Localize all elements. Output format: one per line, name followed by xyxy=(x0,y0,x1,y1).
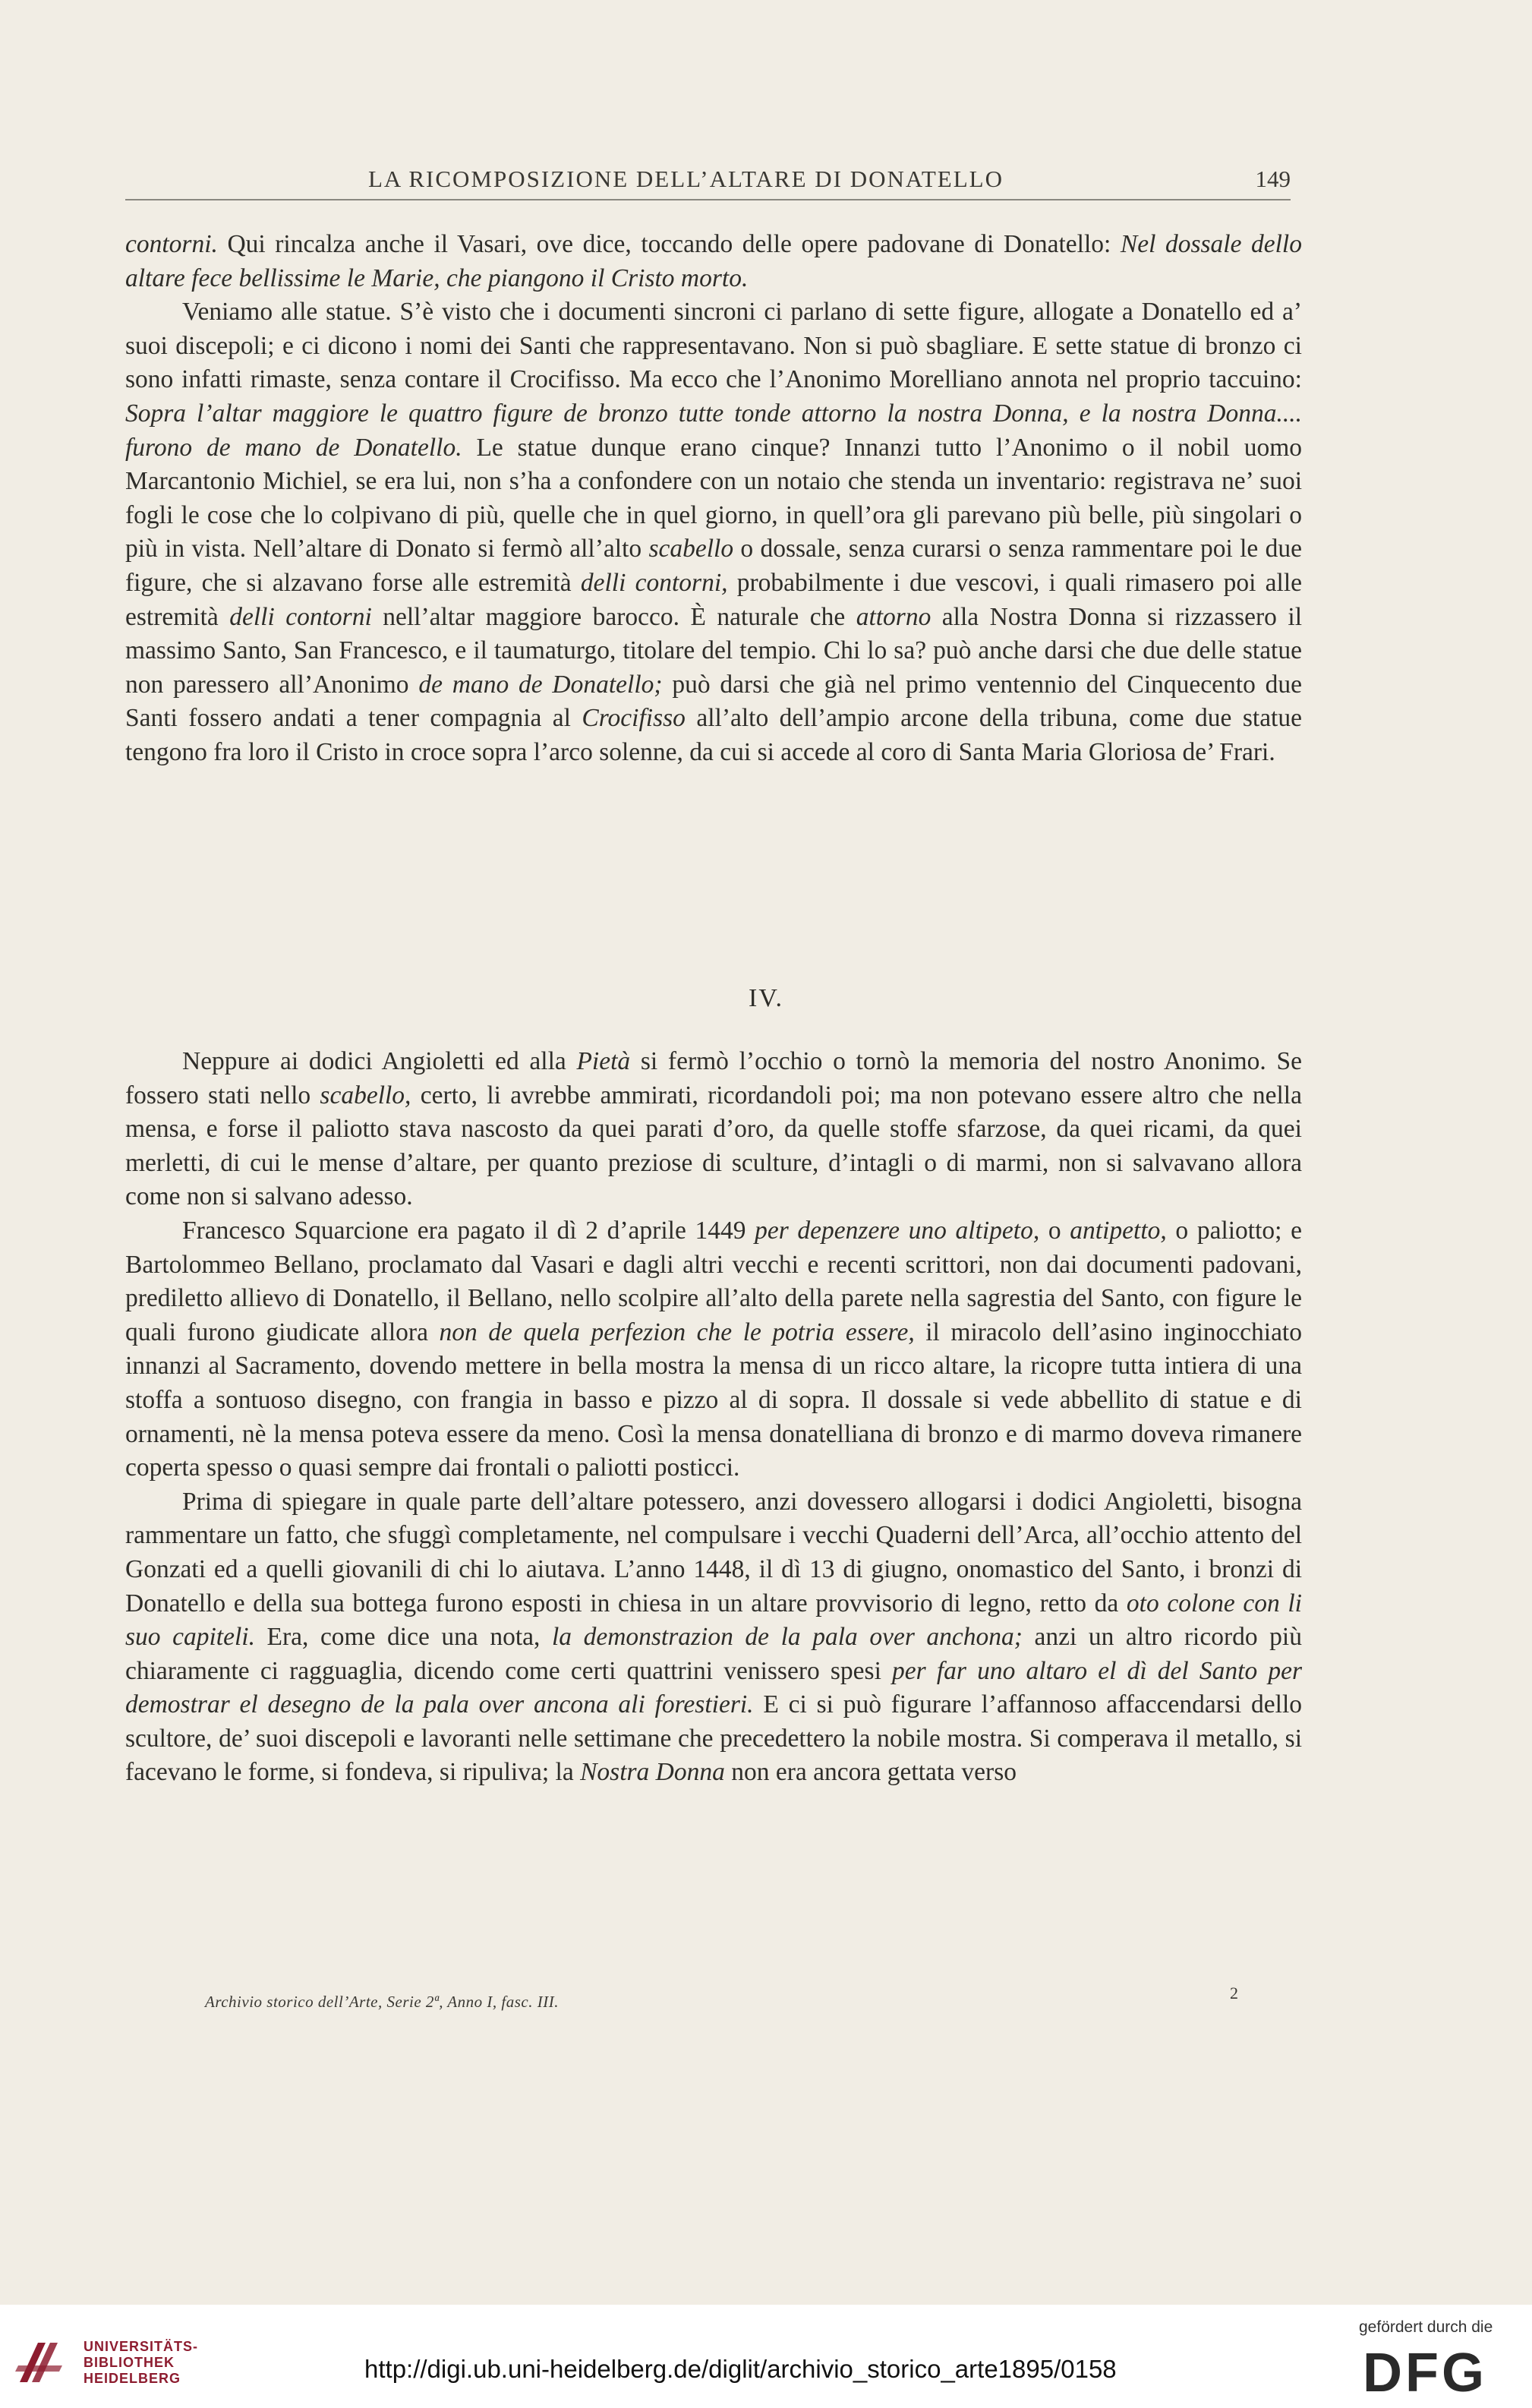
italic-quotation: Nel dossale dello altare fece bellissime le Marie, che piangono il Cristo morto. xyxy=(125,230,1302,292)
paragraph xyxy=(125,1214,1302,1485)
text-run: Prima di spiegare in quale parte dell’altare potessero, anzi dovessero allogarsi i dodici Angioletti, bisogna rammentare un fatto, che sfuggì completamente, nel compulsare i vecchi Quaderni dell’Arca, all’occhio attento del Gonzati ed a quelli giovanili di chi lo aiutava. L’anno 1448, il dì 13 di giugno, onomastico del Santo, i bronzi di Donatello e della sua bottega furono esposti in chiesa in un altare provvisorio di legno, retto da xyxy=(125,1487,1302,1617)
italic-quotation: contorni. xyxy=(125,230,218,258)
text-run: all’alto dell’ampio arcone della tribuna, come due statue tengono fra loro il Cristo in croce sopra l’arco solenne, da cui si accede al coro di Santa Maria Gloriosa de’ Frari. xyxy=(125,704,1302,766)
text-run: o paliotto; e Bartolommeo Bellano, proclamato dal Vasari e dagli altri vecchi e recenti scrittori, non dai documenti padovani, prediletto allievo di Donatello, il Bellano, nello scolpire all’alto della parete nella sagrestia del Santo, con figure le quali furono giudicate allora xyxy=(125,1216,1303,1346)
text-run: può darsi che già nel primo ventennio del Cinquecento due Santi fossero andati a tener compagnia al xyxy=(125,670,1302,733)
section-heading: IV. xyxy=(749,984,783,1012)
italic-quotation: per depenzere uno altipeto, xyxy=(755,1216,1040,1245)
italic-quotation: non de quela perfezion che le potria essere, xyxy=(439,1318,915,1346)
text-run: Qui rincalza anche il Vasari, ove dice, toccando delle opere padovane di Donatello: xyxy=(217,230,1121,258)
paragraph xyxy=(125,1485,1302,1790)
text-run: o xyxy=(1039,1216,1070,1245)
italic-quotation: scabello, xyxy=(320,1081,411,1109)
italic-quotation: oto colone con li suo capiteli. xyxy=(125,1589,1302,1652)
text-run: E ci si può figurare l’affannoso affaccendarsi dello scultore, de’ suoi discepoli e lavoranti nelle settimane che precedettero la nobile mostra. Si comperava il metallo, si facevano le forme, si fondeva, si ripuliva; la xyxy=(125,1690,1303,1787)
italic-quotation: delli contorni xyxy=(229,602,372,631)
page-number: 149 xyxy=(1255,166,1291,192)
signature-mark: 2 xyxy=(1230,1984,1238,2002)
body-text-before-section xyxy=(125,228,1302,770)
italic-quotation: Sopra l’altar maggiore le quattro figure de bronzo tutte tonde attorno la nostra Donna, e la nostra Donna.... furono de mano de Donatello. xyxy=(125,399,1302,462)
paragraph xyxy=(125,295,1302,769)
italic-quotation: per far uno altaro el dì del Santo per demostrar el desegno de la pala over ancona ali forestieri. xyxy=(125,1656,1302,1719)
university-name-line: HEIDELBERG xyxy=(84,2371,181,2386)
text-run: Le statue dunque erano cinque? Innanzi tutto l’Anonimo o il nobil uomo Marcantonio Michiel, se era lui, non s’ha a confondere con un notaio che stenda un inventario: registrava ne’ suoi fogli le cose che lo colpivano di più, quelle che in quel giorno, in quell’ora gli parevano più belle, più singolari o più in vista. Nell’altare di Donato si fermò all’alto xyxy=(125,433,1302,563)
text-run: nell’altar maggiore barocco. È naturale che xyxy=(371,602,856,631)
italic-quotation: de mano de Donatello; xyxy=(418,670,663,699)
text-run: si fermò l’occhio o tornò la memoria del nostro Anonimo. Se fossero stati nello xyxy=(125,1047,1303,1109)
italic-quotation: Pietà xyxy=(576,1047,631,1075)
paragraph xyxy=(125,228,1302,295)
dfg-logo-icon xyxy=(1363,2344,1515,2397)
running-title: LA RICOMPOSIZIONE DELL’ALTARE DI DONATELLO xyxy=(368,166,1004,192)
italic-quotation: attorno xyxy=(856,602,931,631)
text-run: o dossale, senza curarsi o senza rammentare poi le due figure, che si alzavano forse alle estremità xyxy=(125,535,1302,597)
university-name xyxy=(84,2339,198,2387)
funded-by-label: gefördert durch die xyxy=(1359,2318,1493,2336)
italic-quotation: Crocifisso xyxy=(582,704,686,733)
text-run: anzi un altro ricordo più chiaramente ci ragguaglia, dicendo come certi quattrini venissero spesi xyxy=(125,1623,1302,1685)
permalink-url[interactable]: http://digi.ub.uni-heidelberg.de/diglit/archivio_storico_arte1895/0158 xyxy=(364,2355,1117,2383)
body-text-after-section xyxy=(125,1045,1302,1790)
italic-quotation: Nostra Donna xyxy=(580,1758,725,1787)
text-run: probabilmente i due vescovi, i quali rimasero poi alle estremità xyxy=(125,568,1303,631)
text-run: certo, li avrebbe ammirati, ricordandoli poi; ma non potevano essere altro che nella mensa, e forse il paliotto stava nascosto da quei parati d’oro, da quelle stoffe sfarzose, da quei ricami, da quei merletti, di cui le mense d’altare, per quanto preziose di sculture, d’intagli o di marmi, non si salvavano allora come non si salvano adesso. xyxy=(125,1081,1302,1211)
university-name-line: BIBLIOTHEK xyxy=(84,2355,175,2370)
text-run: Francesco Squarcione era pagato il dì 2 d’aprile 1449 xyxy=(182,1216,755,1245)
text-run: non era ancora gettata verso xyxy=(724,1758,1017,1787)
text-run: alla Nostra Donna si rizzassero il massimo Santo, San Francesco, e il taumaturgo, titolare del tempio. Chi lo sa? può anche darsi che due delle statue non paressero all’Anonimo xyxy=(125,602,1303,699)
text-run: Neppure ai dodici Angioletti ed alla xyxy=(182,1047,577,1075)
university-logo-icon xyxy=(15,2337,67,2388)
running-head xyxy=(125,161,1291,200)
library-bar xyxy=(0,2305,1532,2408)
dfg-logo-text: DFG xyxy=(1363,2344,1487,2397)
italic-quotation: delli contorni, xyxy=(580,568,728,597)
italic-quotation: scabello xyxy=(648,535,734,563)
text-run: Veniamo alle statue. S’è visto che i documenti sincroni ci parlano di sette figure, allogate a Donatello ed a’ suoi discepoli; e ci dicono i nomi dei Santi che rappresentavano. Non si può sbagliare. E sette statue di bronzo ci sono infatti rimaste, senza contare il Crocifisso. Ma ecco che l’Anonimo Morelliano annota nel proprio taccuino: xyxy=(125,298,1302,394)
italic-quotation: la demonstrazion de la pala over anchona; xyxy=(551,1623,1023,1652)
text-run: Era, come dice una nota, xyxy=(254,1623,552,1652)
university-name-line: UNIVERSITÄTS- xyxy=(84,2339,199,2354)
italic-quotation: antipetto, xyxy=(1070,1216,1167,1245)
journal-footnote: Archivio storico dell’Arte, Serie 2ª, Anno I, fasc. III. xyxy=(205,1993,559,2011)
paragraph xyxy=(125,1045,1302,1214)
text-run: il miracolo dell’asino inginocchiato innanzi al Sacramento, dovendo mettere in bella mostra la mensa di un ricco altare, la ricopre tutta intiera di una stoffa a sontuoso disegno, con frangia in basso e pizzo al di sopra. Il dossale si vede abbellito di statue e di ornamenti, nè la mensa poteva essere da meno. Così la mensa donatelliana di bronzo e di marmo doveva rimanere coperta spesso o quasi sempre dai frontali o paliotti posticci. xyxy=(125,1318,1302,1482)
